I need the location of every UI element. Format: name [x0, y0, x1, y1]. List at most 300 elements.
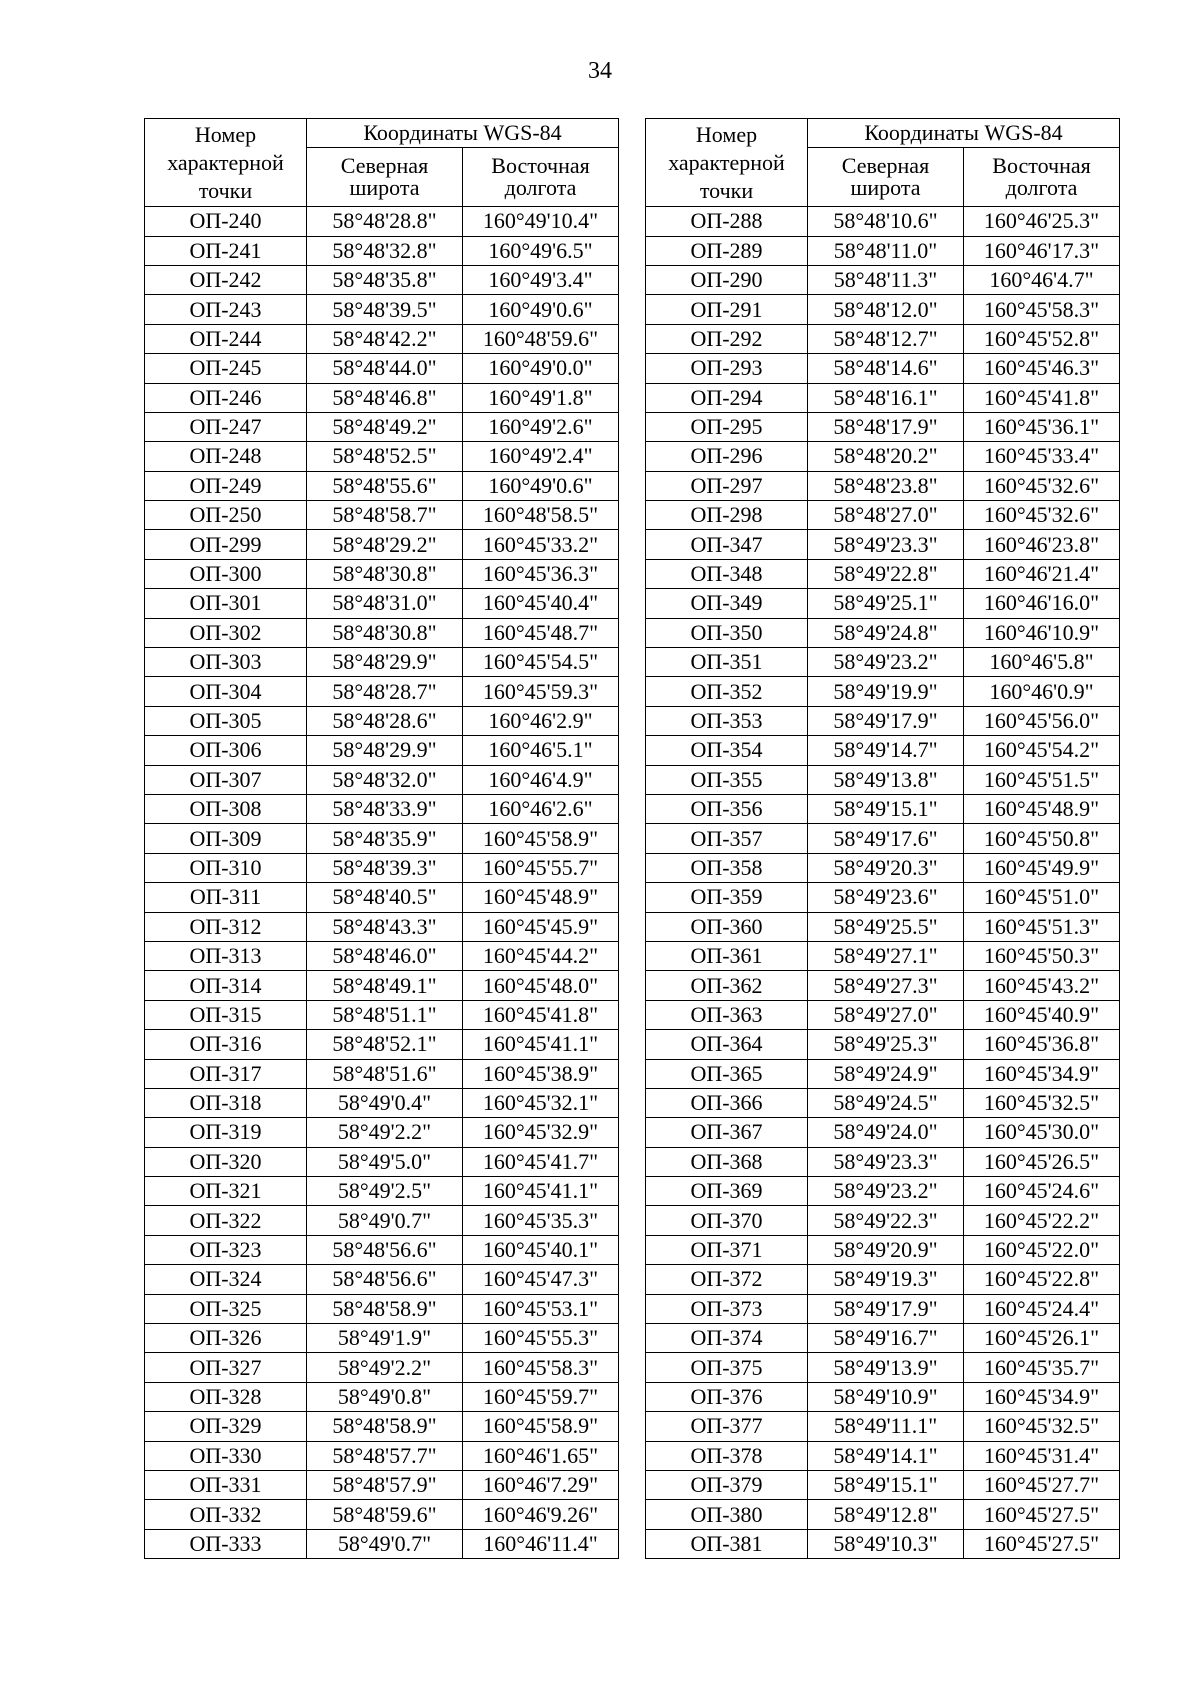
longitude-cell: 160°45'35.7"	[964, 1353, 1120, 1382]
longitude-cell: 160°45'32.5"	[964, 1412, 1120, 1441]
latitude-cell: 58°49'25.5"	[808, 912, 964, 941]
longitude-cell: 160°46'23.8"	[964, 530, 1120, 559]
latitude-cell: 58°48'39.5"	[307, 295, 463, 324]
point-number-cell: ОП-291	[646, 295, 808, 324]
latitude-cell: 58°48'20.2"	[808, 442, 964, 471]
table-row	[646, 265, 1120, 294]
table-header	[145, 119, 619, 207]
longitude-cell: 160°49'6.5"	[463, 236, 619, 265]
latitude-cell: 58°49'24.8"	[808, 618, 964, 647]
latitude-cell: 58°49'5.0"	[307, 1147, 463, 1176]
longitude-cell: 160°45'54.5"	[463, 648, 619, 677]
latitude-cell: 58°49'27.3"	[808, 971, 964, 1000]
table-row	[145, 1147, 619, 1176]
longitude-cell: 160°45'59.3"	[463, 677, 619, 706]
table-row	[145, 1206, 619, 1235]
longitude-cell: 160°46'4.7"	[964, 265, 1120, 294]
latitude-cell: 58°49'11.1"	[808, 1412, 964, 1441]
table-row	[145, 383, 619, 412]
point-number-cell: ОП-307	[145, 765, 307, 794]
latitude-cell: 58°48'28.6"	[307, 706, 463, 735]
point-number-cell: ОП-290	[646, 265, 808, 294]
point-number-cell: ОП-332	[145, 1500, 307, 1529]
table-row	[646, 853, 1120, 882]
coordinates-header: Координаты WGS-84	[307, 119, 619, 148]
table-row	[145, 442, 619, 471]
longitude-cell: 160°45'56.0"	[964, 706, 1120, 735]
longitude-cell: 160°45'30.0"	[964, 1118, 1120, 1147]
table-row	[145, 677, 619, 706]
point-number-cell: ОП-297	[646, 471, 808, 500]
point-number-cell: ОП-315	[145, 1000, 307, 1029]
longitude-cell: 160°49'0.0"	[463, 354, 619, 383]
latitude-cell: 58°49'14.1"	[808, 1441, 964, 1470]
point-number-cell: ОП-370	[646, 1206, 808, 1235]
table-row	[646, 971, 1120, 1000]
longitude-header-line: Восточная	[491, 153, 590, 179]
point-number-cell: ОП-376	[646, 1382, 808, 1411]
latitude-cell: 58°49'23.2"	[808, 1177, 964, 1206]
latitude-cell: 58°49'23.6"	[808, 883, 964, 912]
point-number-cell: ОП-330	[145, 1441, 307, 1470]
latitude-cell: 58°49'27.1"	[808, 941, 964, 970]
point-number-cell: ОП-309	[145, 824, 307, 853]
longitude-cell: 160°46'2.9"	[463, 706, 619, 735]
longitude-cell: 160°45'36.1"	[964, 412, 1120, 441]
table-row	[145, 941, 619, 970]
table-row	[145, 1353, 619, 1382]
longitude-cell: 160°45'52.8"	[964, 324, 1120, 353]
point-number-cell: ОП-378	[646, 1441, 808, 1470]
latitude-cell: 58°48'29.9"	[307, 648, 463, 677]
latitude-header-line: широта	[349, 175, 420, 201]
table-row	[145, 1324, 619, 1353]
longitude-cell: 160°46'17.3"	[964, 236, 1120, 265]
latitude-cell: 58°49'14.7"	[808, 736, 964, 765]
table-row	[646, 1265, 1120, 1294]
latitude-cell: 58°48'58.9"	[307, 1412, 463, 1441]
latitude-cell: 58°49'24.0"	[808, 1118, 964, 1147]
longitude-cell: 160°45'24.4"	[964, 1294, 1120, 1323]
table-row	[145, 824, 619, 853]
latitude-cell: 58°48'57.7"	[307, 1441, 463, 1470]
latitude-cell: 58°49'24.5"	[808, 1088, 964, 1117]
longitude-cell: 160°45'40.1"	[463, 1235, 619, 1264]
longitude-cell: 160°49'10.4"	[463, 207, 619, 236]
latitude-cell: 58°49'25.3"	[808, 1030, 964, 1059]
table-row	[646, 295, 1120, 324]
longitude-cell: 160°45'38.9"	[463, 1059, 619, 1088]
latitude-cell: 58°49'0.8"	[307, 1382, 463, 1411]
longitude-cell: 160°45'49.9"	[964, 853, 1120, 882]
latitude-cell: 58°49'27.0"	[808, 1000, 964, 1029]
point-number-cell: ОП-299	[145, 530, 307, 559]
coordinates-table-right	[645, 118, 1120, 1559]
latitude-cell: 58°49'25.1"	[808, 589, 964, 618]
longitude-cell: 160°45'27.7"	[964, 1470, 1120, 1499]
latitude-cell: 58°48'35.9"	[307, 824, 463, 853]
longitude-cell: 160°45'34.9"	[964, 1059, 1120, 1088]
latitude-cell: 58°49'1.9"	[307, 1324, 463, 1353]
longitude-cell: 160°46'7.29"	[463, 1470, 619, 1499]
longitude-cell: 160°45'22.0"	[964, 1235, 1120, 1264]
longitude-cell: 160°45'53.1"	[463, 1294, 619, 1323]
latitude-cell: 58°48'39.3"	[307, 853, 463, 882]
latitude-cell: 58°48'49.1"	[307, 971, 463, 1000]
longitude-cell: 160°46'10.9"	[964, 618, 1120, 647]
longitude-cell: 160°45'31.4"	[964, 1441, 1120, 1470]
point-number-cell: ОП-347	[646, 530, 808, 559]
point-number-cell: ОП-311	[145, 883, 307, 912]
table-row	[646, 824, 1120, 853]
latitude-cell: 58°49'15.1"	[808, 1470, 964, 1499]
table-row	[646, 1412, 1120, 1441]
latitude-cell: 58°48'12.0"	[808, 295, 964, 324]
longitude-cell: 160°46'5.1"	[463, 736, 619, 765]
table-row	[145, 1000, 619, 1029]
point-number-header	[646, 119, 808, 207]
point-number-cell: ОП-353	[646, 706, 808, 735]
point-number-cell: ОП-308	[145, 794, 307, 823]
coordinates-table-left	[144, 118, 619, 1559]
point-number-cell: ОП-380	[646, 1500, 808, 1529]
latitude-cell: 58°49'17.9"	[808, 706, 964, 735]
latitude-cell: 58°48'40.5"	[307, 883, 463, 912]
point-number-cell: ОП-247	[145, 412, 307, 441]
table-row	[646, 1000, 1120, 1029]
point-number-cell: ОП-374	[646, 1324, 808, 1353]
latitude-cell: 58°48'57.9"	[307, 1470, 463, 1499]
longitude-cell: 160°45'58.9"	[463, 824, 619, 853]
table-row	[145, 853, 619, 882]
longitude-cell: 160°45'41.7"	[463, 1147, 619, 1176]
point-number-cell: ОП-303	[145, 648, 307, 677]
table-row	[646, 1382, 1120, 1411]
longitude-cell: 160°49'3.4"	[463, 265, 619, 294]
latitude-cell: 58°48'55.6"	[307, 471, 463, 500]
table-row	[145, 794, 619, 823]
longitude-cell: 160°49'1.8"	[463, 383, 619, 412]
longitude-cell: 160°46'11.4"	[463, 1529, 619, 1558]
table-row	[646, 501, 1120, 530]
longitude-cell: 160°49'2.4"	[463, 442, 619, 471]
longitude-cell: 160°45'32.6"	[964, 501, 1120, 530]
point-number-cell: ОП-317	[145, 1059, 307, 1088]
longitude-header-line: Восточная	[992, 153, 1091, 179]
table-row	[646, 1206, 1120, 1235]
table-row	[145, 1441, 619, 1470]
table-row	[646, 618, 1120, 647]
point-number-cell: ОП-351	[646, 648, 808, 677]
point-header-line: характерной	[668, 149, 785, 175]
table-row	[646, 1088, 1120, 1117]
point-number-cell: ОП-292	[646, 324, 808, 353]
table-row	[145, 1529, 619, 1558]
table-body	[145, 207, 619, 1559]
table-row	[646, 236, 1120, 265]
longitude-cell: 160°45'48.9"	[463, 883, 619, 912]
longitude-cell: 160°45'33.2"	[463, 530, 619, 559]
table-row	[145, 501, 619, 530]
latitude-cell: 58°49'2.2"	[307, 1118, 463, 1147]
table-row	[646, 706, 1120, 735]
point-number-cell: ОП-294	[646, 383, 808, 412]
longitude-cell: 160°45'41.8"	[964, 383, 1120, 412]
table-row	[646, 207, 1120, 236]
table-row	[646, 383, 1120, 412]
longitude-cell: 160°45'55.7"	[463, 853, 619, 882]
point-header-line: точки	[699, 177, 754, 203]
table-row	[145, 324, 619, 353]
longitude-cell: 160°45'46.3"	[964, 354, 1120, 383]
point-number-cell: ОП-306	[145, 736, 307, 765]
latitude-cell: 58°49'10.3"	[808, 1529, 964, 1558]
table-body	[646, 207, 1120, 1559]
latitude-cell: 58°49'10.9"	[808, 1382, 964, 1411]
latitude-cell: 58°48'49.2"	[307, 412, 463, 441]
table-row	[145, 1088, 619, 1117]
longitude-cell: 160°45'36.3"	[463, 559, 619, 588]
latitude-cell: 58°48'11.3"	[808, 265, 964, 294]
point-number-cell: ОП-243	[145, 295, 307, 324]
point-number-cell: ОП-354	[646, 736, 808, 765]
longitude-cell: 160°45'48.0"	[463, 971, 619, 1000]
latitude-cell: 58°49'20.9"	[808, 1235, 964, 1264]
latitude-cell: 58°48'14.6"	[808, 354, 964, 383]
table-row	[646, 471, 1120, 500]
table-row	[646, 354, 1120, 383]
latitude-cell: 58°49'2.2"	[307, 1353, 463, 1382]
table-row	[145, 1177, 619, 1206]
longitude-cell: 160°45'54.2"	[964, 736, 1120, 765]
point-number-cell: ОП-305	[145, 706, 307, 735]
table-row	[145, 1500, 619, 1529]
point-number-cell: ОП-249	[145, 471, 307, 500]
longitude-cell: 160°48'58.5"	[463, 501, 619, 530]
latitude-cell: 58°48'12.7"	[808, 324, 964, 353]
point-number-cell: ОП-325	[145, 1294, 307, 1323]
table-row	[646, 1353, 1120, 1382]
point-number-cell: ОП-331	[145, 1470, 307, 1499]
table-row	[646, 530, 1120, 559]
longitude-cell: 160°45'32.1"	[463, 1088, 619, 1117]
longitude-header-line: долгота	[504, 175, 577, 201]
latitude-cell: 58°48'56.6"	[307, 1265, 463, 1294]
latitude-cell: 58°48'58.7"	[307, 501, 463, 530]
table-row	[646, 442, 1120, 471]
table-row	[145, 1382, 619, 1411]
longitude-cell: 160°46'5.8"	[964, 648, 1120, 677]
longitude-cell: 160°45'36.8"	[964, 1030, 1120, 1059]
point-number-cell: ОП-295	[646, 412, 808, 441]
longitude-cell: 160°45'24.6"	[964, 1177, 1120, 1206]
point-number-cell: ОП-244	[145, 324, 307, 353]
longitude-cell: 160°45'26.5"	[964, 1147, 1120, 1176]
longitude-cell: 160°45'45.9"	[463, 912, 619, 941]
point-number-cell: ОП-379	[646, 1470, 808, 1499]
longitude-cell: 160°45'41.1"	[463, 1177, 619, 1206]
longitude-header-line: долгота	[1005, 175, 1078, 201]
point-number-cell: ОП-366	[646, 1088, 808, 1117]
table-row	[145, 1059, 619, 1088]
table-row	[646, 794, 1120, 823]
point-header-line: характерной	[167, 149, 284, 175]
point-number-cell: ОП-373	[646, 1294, 808, 1323]
point-number-cell: ОП-326	[145, 1324, 307, 1353]
latitude-cell: 58°48'28.8"	[307, 207, 463, 236]
longitude-cell: 160°48'59.6"	[463, 324, 619, 353]
longitude-cell: 160°45'58.3"	[463, 1353, 619, 1382]
longitude-cell: 160°46'2.6"	[463, 794, 619, 823]
point-number-cell: ОП-372	[646, 1265, 808, 1294]
point-number-cell: ОП-364	[646, 1030, 808, 1059]
table-row	[646, 941, 1120, 970]
point-number-cell: ОП-350	[646, 618, 808, 647]
longitude-cell: 160°45'47.3"	[463, 1265, 619, 1294]
point-number-cell: ОП-242	[145, 265, 307, 294]
latitude-cell: 58°49'15.1"	[808, 794, 964, 823]
longitude-cell: 160°46'4.9"	[463, 765, 619, 794]
point-number-cell: ОП-322	[145, 1206, 307, 1235]
latitude-cell: 58°48'52.1"	[307, 1030, 463, 1059]
table-row	[646, 1118, 1120, 1147]
point-number-cell: ОП-368	[646, 1147, 808, 1176]
latitude-cell: 58°48'10.6"	[808, 207, 964, 236]
point-number-cell: ОП-365	[646, 1059, 808, 1088]
point-number-cell: ОП-318	[145, 1088, 307, 1117]
latitude-cell: 58°48'28.7"	[307, 677, 463, 706]
latitude-cell: 58°49'23.2"	[808, 648, 964, 677]
table-row	[145, 971, 619, 1000]
latitude-cell: 58°49'16.7"	[808, 1324, 964, 1353]
longitude-header	[463, 148, 619, 207]
point-number-cell: ОП-348	[646, 559, 808, 588]
point-number-cell: ОП-320	[145, 1147, 307, 1176]
latitude-header	[808, 148, 964, 207]
latitude-cell: 58°48'23.8"	[808, 471, 964, 500]
point-number-cell: ОП-360	[646, 912, 808, 941]
longitude-cell: 160°45'50.3"	[964, 941, 1120, 970]
table-row	[145, 1030, 619, 1059]
latitude-cell: 58°49'0.7"	[307, 1206, 463, 1235]
latitude-cell: 58°48'43.3"	[307, 912, 463, 941]
point-header-line: Номер	[194, 121, 257, 147]
longitude-cell: 160°45'58.9"	[463, 1412, 619, 1441]
longitude-cell: 160°45'35.3"	[463, 1206, 619, 1235]
longitude-cell: 160°45'27.5"	[964, 1529, 1120, 1558]
point-number-cell: ОП-375	[646, 1353, 808, 1382]
point-number-cell: ОП-355	[646, 765, 808, 794]
longitude-cell: 160°49'2.6"	[463, 412, 619, 441]
table-row	[646, 1177, 1120, 1206]
longitude-header	[964, 148, 1120, 207]
latitude-cell: 58°48'30.8"	[307, 618, 463, 647]
table-row	[646, 1294, 1120, 1323]
longitude-cell: 160°46'1.65"	[463, 1441, 619, 1470]
point-number-cell: ОП-363	[646, 1000, 808, 1029]
table-row	[145, 471, 619, 500]
table-row	[646, 1500, 1120, 1529]
longitude-cell: 160°46'0.9"	[964, 677, 1120, 706]
point-number-cell: ОП-321	[145, 1177, 307, 1206]
longitude-cell: 160°45'55.3"	[463, 1324, 619, 1353]
latitude-cell: 58°49'17.9"	[808, 1294, 964, 1323]
point-number-cell: ОП-301	[145, 589, 307, 618]
longitude-cell: 160°45'41.1"	[463, 1030, 619, 1059]
table-row	[646, 559, 1120, 588]
point-number-cell: ОП-359	[646, 883, 808, 912]
table-row	[646, 589, 1120, 618]
latitude-cell: 58°48'51.6"	[307, 1059, 463, 1088]
point-number-cell: ОП-293	[646, 354, 808, 383]
latitude-cell: 58°49'22.3"	[808, 1206, 964, 1235]
point-number-cell: ОП-369	[646, 1177, 808, 1206]
point-number-cell: ОП-245	[145, 354, 307, 383]
latitude-cell: 58°48'52.5"	[307, 442, 463, 471]
point-number-cell: ОП-314	[145, 971, 307, 1000]
point-number-cell: ОП-333	[145, 1529, 307, 1558]
table-row	[646, 736, 1120, 765]
point-number-cell: ОП-323	[145, 1235, 307, 1264]
point-header-line: точки	[198, 177, 253, 203]
table-row	[145, 295, 619, 324]
page-number: 34	[588, 58, 612, 84]
table-row	[646, 912, 1120, 941]
table-row	[646, 1441, 1120, 1470]
table-row	[145, 736, 619, 765]
table-row	[145, 1412, 619, 1441]
longitude-cell: 160°46'9.26"	[463, 1500, 619, 1529]
latitude-header-line: широта	[850, 175, 921, 201]
table-row	[145, 1118, 619, 1147]
point-number-cell: ОП-246	[145, 383, 307, 412]
point-number-cell: ОП-313	[145, 941, 307, 970]
point-number-cell: ОП-328	[145, 1382, 307, 1411]
latitude-cell: 58°49'20.3"	[808, 853, 964, 882]
point-number-header	[145, 119, 307, 207]
table-row	[145, 354, 619, 383]
point-number-cell: ОП-352	[646, 677, 808, 706]
longitude-cell: 160°45'32.9"	[463, 1118, 619, 1147]
longitude-cell: 160°45'22.8"	[964, 1265, 1120, 1294]
table-row	[145, 1235, 619, 1264]
table-row	[145, 412, 619, 441]
latitude-cell: 58°48'33.9"	[307, 794, 463, 823]
table-row	[145, 265, 619, 294]
longitude-cell: 160°45'58.3"	[964, 295, 1120, 324]
longitude-cell: 160°45'41.8"	[463, 1000, 619, 1029]
latitude-cell: 58°49'17.6"	[808, 824, 964, 853]
point-number-cell: ОП-319	[145, 1118, 307, 1147]
longitude-cell: 160°45'22.2"	[964, 1206, 1120, 1235]
latitude-header-line: Северная	[340, 153, 429, 179]
latitude-cell: 58°48'32.8"	[307, 236, 463, 265]
latitude-header-line: Северная	[841, 153, 930, 179]
point-number-cell: ОП-310	[145, 853, 307, 882]
longitude-cell: 160°45'51.3"	[964, 912, 1120, 941]
latitude-cell: 58°48'46.8"	[307, 383, 463, 412]
point-number-cell: ОП-349	[646, 589, 808, 618]
latitude-cell: 58°49'19.9"	[808, 677, 964, 706]
point-number-cell: ОП-248	[145, 442, 307, 471]
latitude-cell: 58°48'35.8"	[307, 265, 463, 294]
table-row	[145, 559, 619, 588]
longitude-cell: 160°45'40.9"	[964, 1000, 1120, 1029]
table-row	[646, 677, 1120, 706]
point-number-cell: ОП-288	[646, 207, 808, 236]
longitude-cell: 160°46'21.4"	[964, 559, 1120, 588]
longitude-cell: 160°45'48.7"	[463, 618, 619, 647]
